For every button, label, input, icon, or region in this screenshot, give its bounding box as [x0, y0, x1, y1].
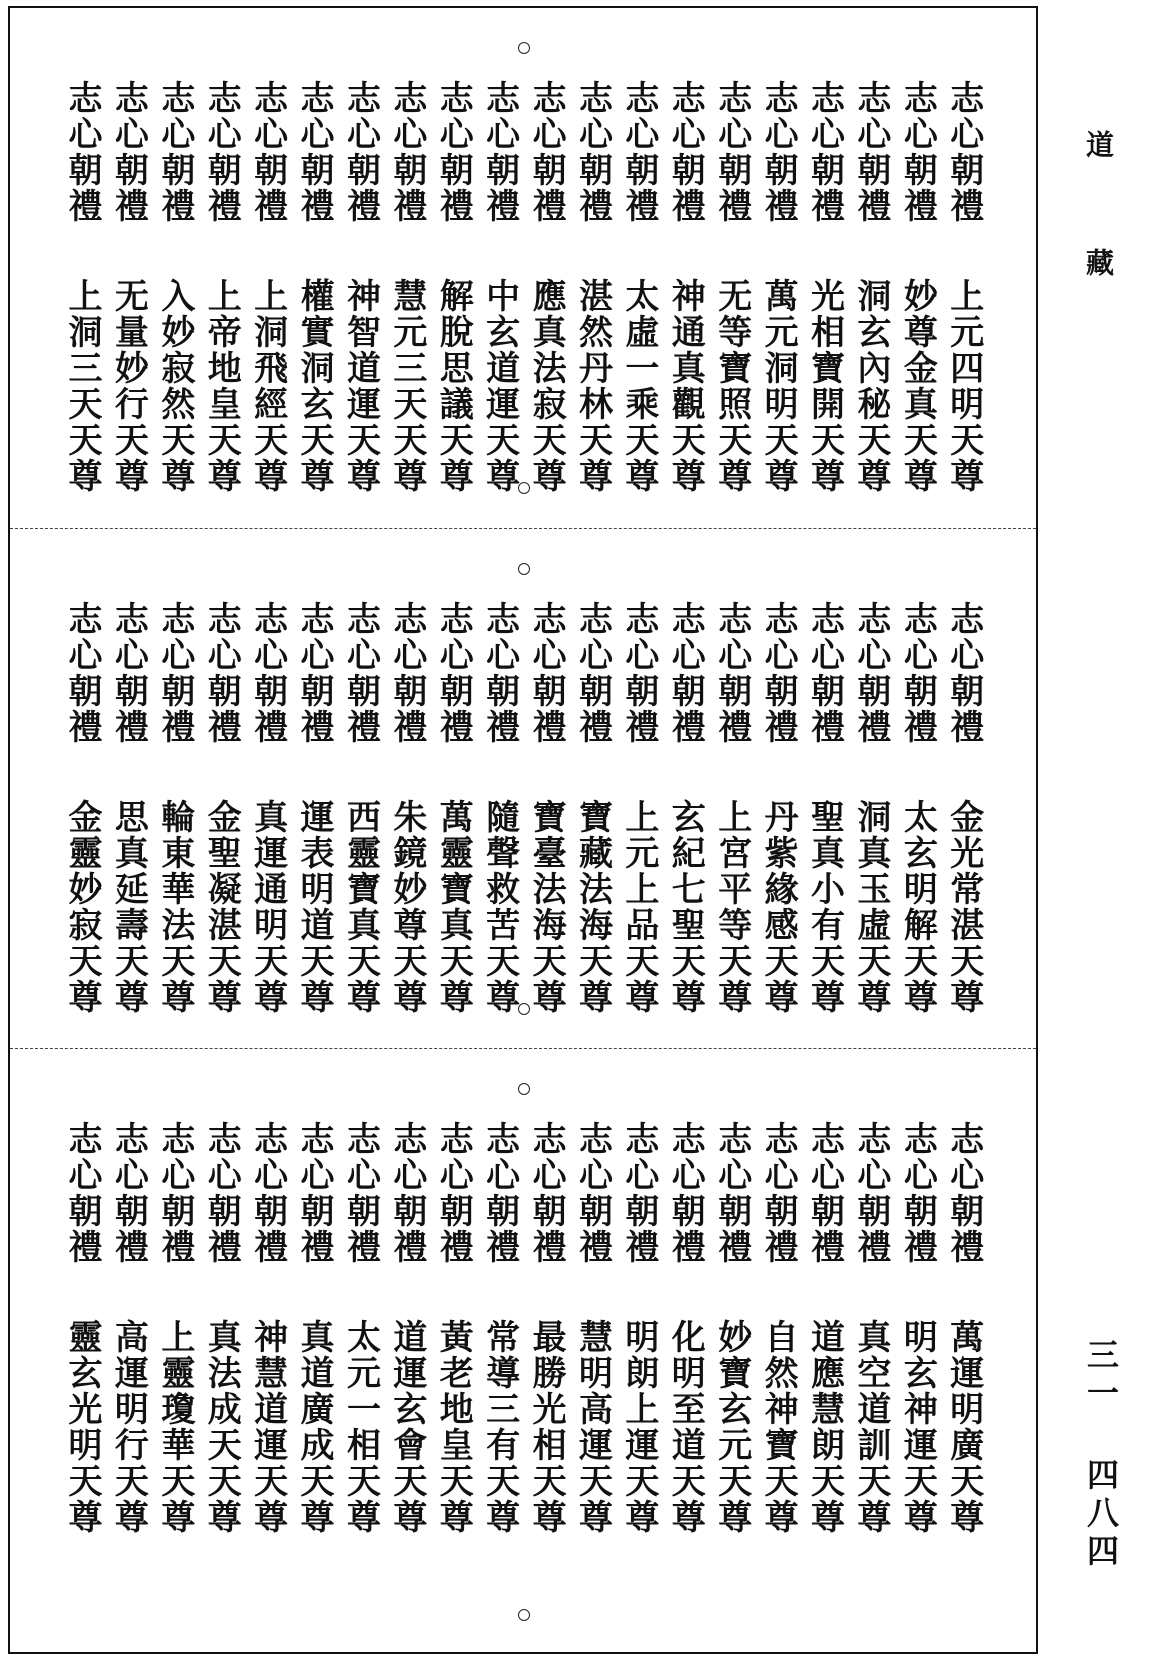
- invocation-text: 志心朝禮: [665, 1121, 706, 1265]
- deity-title: 慧元三天天尊: [386, 278, 427, 494]
- deity-title: 神慧道運天尊: [247, 1319, 288, 1535]
- invocation-text: 志心朝禮: [294, 80, 335, 224]
- invocation-text: 志心朝禮: [618, 1121, 659, 1265]
- text-column: [943, 1121, 984, 1633]
- text-column: [154, 80, 195, 506]
- deity-title: 上宮平等天尊: [711, 799, 752, 1015]
- text-column: [154, 1121, 195, 1633]
- text-column: [526, 601, 567, 1027]
- deity-title: 神通真觀天尊: [665, 278, 706, 494]
- text-column: [665, 1121, 706, 1633]
- text-column: [433, 80, 474, 506]
- text-column: [711, 1121, 752, 1633]
- deity-title: 湛然丹林天尊: [572, 278, 613, 494]
- text-column: [108, 1121, 149, 1633]
- deity-title: 黃老地皇天尊: [433, 1319, 474, 1535]
- deity-title: 朱鏡妙尊天尊: [386, 799, 427, 1015]
- text-column: [850, 80, 891, 506]
- invocation-text: 志心朝禮: [850, 601, 891, 745]
- deity-title: 慧明高運天尊: [572, 1319, 613, 1535]
- deity-title: 運表明道天尊: [294, 799, 335, 1015]
- invocation-text: 志心朝禮: [247, 80, 288, 224]
- text-column: [340, 80, 381, 506]
- deity-title: 光相寶開天尊: [804, 278, 845, 494]
- text-column: [479, 1121, 520, 1633]
- text-column: [665, 80, 706, 506]
- text-column: [108, 80, 149, 506]
- text-column: [201, 80, 242, 506]
- circle-mark-icon: [518, 42, 530, 54]
- text-column: [943, 601, 984, 1027]
- page-frame: [8, 6, 1038, 1654]
- deity-title: 聖真小有天尊: [804, 799, 845, 1015]
- text-columns: [62, 1121, 984, 1633]
- text-column: [804, 601, 845, 1027]
- text-column: [62, 601, 102, 1027]
- panel-top: [10, 8, 1036, 526]
- invocation-text: 志心朝禮: [572, 1121, 613, 1265]
- invocation-text: 志心朝禮: [386, 80, 427, 224]
- invocation-text: 志心朝禮: [433, 80, 474, 224]
- text-column: [572, 80, 613, 506]
- invocation-text: 志心朝禮: [804, 601, 845, 745]
- text-column: [572, 1121, 613, 1633]
- text-column: [294, 601, 335, 1027]
- invocation-text: 志心朝禮: [572, 80, 613, 224]
- text-column: [711, 80, 752, 506]
- deity-title: 隨聲救苦天尊: [479, 799, 520, 1015]
- text-column: [386, 1121, 427, 1633]
- deity-title: 中玄道運天尊: [479, 278, 520, 494]
- invocation-text: 志心朝禮: [433, 601, 474, 745]
- invocation-text: 志心朝禮: [711, 1121, 752, 1265]
- margin-char-zang: 藏: [1082, 248, 1115, 276]
- deity-title: 明玄神運天尊: [897, 1319, 938, 1535]
- text-column: [247, 80, 288, 506]
- text-column: [62, 80, 102, 506]
- text-column: [386, 80, 427, 506]
- text-column: [62, 1121, 102, 1633]
- invocation-text: 志心朝禮: [711, 80, 752, 224]
- deity-title: 輪東華法天尊: [154, 799, 195, 1015]
- deity-title: 洞真玉虛天尊: [850, 799, 891, 1015]
- deity-title: 洞玄內秘天尊: [850, 278, 891, 494]
- invocation-text: 志心朝禮: [758, 601, 799, 745]
- text-column: [108, 601, 149, 1027]
- deity-title: 太玄明解天尊: [897, 799, 938, 1015]
- text-column: [526, 80, 567, 506]
- deity-title: 上元四明天尊: [943, 278, 984, 494]
- invocation-text: 志心朝禮: [479, 1121, 520, 1265]
- invocation-text: 志心朝禮: [850, 1121, 891, 1265]
- text-column: [433, 1121, 474, 1633]
- text-column: [386, 601, 427, 1027]
- deity-title: 思真延壽天尊: [108, 799, 149, 1015]
- text-column: [943, 80, 984, 506]
- invocation-text: 志心朝禮: [758, 80, 799, 224]
- deity-title: 化明至道天尊: [665, 1319, 706, 1535]
- text-column: [247, 601, 288, 1027]
- deity-title: 自然神寶天尊: [758, 1319, 799, 1535]
- invocation-text: 志心朝禮: [386, 1121, 427, 1265]
- text-columns: [62, 80, 984, 506]
- deity-title: 无等寶照天尊: [711, 278, 752, 494]
- deity-title: 上靈瓊華天尊: [154, 1319, 195, 1535]
- invocation-text: 志心朝禮: [711, 601, 752, 745]
- invocation-text: 志心朝禮: [62, 80, 102, 224]
- text-column: [340, 1121, 381, 1633]
- deity-title: 太元一相天尊: [340, 1319, 381, 1535]
- deity-title: 上帝地皇天尊: [201, 278, 242, 494]
- invocation-text: 志心朝禮: [340, 80, 381, 224]
- deity-title: 解脫思議天尊: [433, 278, 474, 494]
- invocation-text: 志心朝禮: [572, 601, 613, 745]
- text-column: [154, 601, 195, 1027]
- text-column: [479, 80, 520, 506]
- invocation-text: 志心朝禮: [526, 80, 567, 224]
- deity-title: 无量妙行天尊: [108, 278, 149, 494]
- deity-title: 丹紫緣感天尊: [758, 799, 799, 1015]
- deity-title: 萬元洞明天尊: [758, 278, 799, 494]
- panel-bottom: [10, 1048, 1036, 1653]
- invocation-text: 志心朝禮: [479, 601, 520, 745]
- text-column: [618, 80, 659, 506]
- deity-title: 應真法寂天尊: [526, 278, 567, 494]
- text-column: [897, 601, 938, 1027]
- text-column: [340, 601, 381, 1027]
- invocation-text: 志心朝禮: [62, 1121, 102, 1265]
- deity-title: 金靈妙寂天尊: [62, 799, 102, 1015]
- invocation-text: 志心朝禮: [62, 601, 102, 745]
- deity-title: 妙尊金真天尊: [897, 278, 938, 494]
- circle-mark-icon: [518, 1003, 530, 1015]
- text-column: [201, 1121, 242, 1633]
- text-column: [758, 1121, 799, 1633]
- text-column: [897, 1121, 938, 1633]
- invocation-text: 志心朝禮: [897, 80, 938, 224]
- deity-title: 太虛一乘天尊: [618, 278, 659, 494]
- deity-title: 真運通明天尊: [247, 799, 288, 1015]
- deity-title: 上洞飛經天尊: [247, 278, 288, 494]
- margin-char-dao: 道: [1082, 130, 1115, 158]
- deity-title: 金聖凝湛天尊: [201, 799, 242, 1015]
- invocation-text: 志心朝禮: [804, 1121, 845, 1265]
- text-column: [479, 601, 520, 1027]
- invocation-text: 志心朝禮: [201, 80, 242, 224]
- deity-title: 靈玄光明天尊: [62, 1319, 102, 1535]
- text-column: [294, 80, 335, 506]
- deity-title: 萬靈寶真天尊: [433, 799, 474, 1015]
- invocation-text: 志心朝禮: [340, 601, 381, 745]
- deity-title: 道運玄會天尊: [386, 1319, 427, 1535]
- text-columns: [62, 601, 984, 1027]
- invocation-text: 志心朝禮: [897, 1121, 938, 1265]
- text-column: [526, 1121, 567, 1633]
- deity-title: 權實洞玄天尊: [294, 278, 335, 494]
- invocation-text: 志心朝禮: [758, 1121, 799, 1265]
- deity-title: 道應慧朗天尊: [804, 1319, 845, 1535]
- invocation-text: 志心朝禮: [526, 1121, 567, 1265]
- deity-title: 常導三有天尊: [479, 1319, 520, 1535]
- deity-title: 西靈寶真天尊: [340, 799, 381, 1015]
- deity-title: 萬運明廣天尊: [943, 1319, 984, 1535]
- text-column: [850, 601, 891, 1027]
- invocation-text: 志心朝禮: [943, 80, 984, 224]
- invocation-text: 志心朝禮: [943, 601, 984, 745]
- invocation-text: 志心朝禮: [665, 601, 706, 745]
- text-column: [433, 601, 474, 1027]
- deity-title: 入妙寂然天尊: [154, 278, 195, 494]
- deity-title: 高運明行天尊: [108, 1319, 149, 1535]
- invocation-text: 志心朝禮: [201, 1121, 242, 1265]
- text-column: [618, 601, 659, 1027]
- invocation-text: 志心朝禮: [665, 80, 706, 224]
- invocation-text: 志心朝禮: [340, 1121, 381, 1265]
- page-number: 三一 四八四: [1082, 1338, 1120, 1572]
- deity-title: 金光常湛天尊: [943, 799, 984, 1015]
- deity-title: 玄紀七聖天尊: [665, 799, 706, 1015]
- deity-title: 明朗上運天尊: [618, 1319, 659, 1535]
- invocation-text: 志心朝禮: [294, 601, 335, 745]
- deity-title: 寶藏法海天尊: [572, 799, 613, 1015]
- invocation-text: 志心朝禮: [294, 1121, 335, 1265]
- invocation-text: 志心朝禮: [850, 80, 891, 224]
- circle-mark-icon: [518, 482, 530, 494]
- deity-title: 妙寶玄元天尊: [711, 1319, 752, 1535]
- invocation-text: 志心朝禮: [897, 601, 938, 745]
- deity-title: 真空道訓天尊: [850, 1319, 891, 1535]
- text-column: [850, 1121, 891, 1633]
- text-column: [804, 1121, 845, 1633]
- invocation-text: 志心朝禮: [433, 1121, 474, 1265]
- circle-mark-icon: [518, 563, 530, 575]
- text-column: [618, 1121, 659, 1633]
- text-column: [758, 601, 799, 1027]
- text-column: [758, 80, 799, 506]
- invocation-text: 志心朝禮: [154, 601, 195, 745]
- deity-title: 真法成天天尊: [201, 1319, 242, 1535]
- text-column: [572, 601, 613, 1027]
- invocation-text: 志心朝禮: [618, 601, 659, 745]
- invocation-text: 志心朝禮: [154, 1121, 195, 1265]
- text-column: [897, 80, 938, 506]
- invocation-text: 志心朝禮: [386, 601, 427, 745]
- deity-title: 神智道運天尊: [340, 278, 381, 494]
- invocation-text: 志心朝禮: [804, 80, 845, 224]
- invocation-text: 志心朝禮: [479, 80, 520, 224]
- invocation-text: 志心朝禮: [154, 80, 195, 224]
- text-column: [201, 601, 242, 1027]
- deity-title: 上洞三天天尊: [62, 278, 102, 494]
- text-column: [247, 1121, 288, 1633]
- invocation-text: 志心朝禮: [247, 1121, 288, 1265]
- deity-title: 上元上品天尊: [618, 799, 659, 1015]
- text-column: [294, 1121, 335, 1633]
- circle-mark-icon: [518, 1609, 530, 1621]
- invocation-text: 志心朝禮: [247, 601, 288, 745]
- text-column: [804, 80, 845, 506]
- deity-title: 真道廣成天尊: [294, 1319, 335, 1535]
- invocation-text: 志心朝禮: [201, 601, 242, 745]
- invocation-text: 志心朝禮: [108, 601, 149, 745]
- right-margin: [1048, 0, 1158, 1662]
- panel-middle: [10, 528, 1036, 1047]
- invocation-text: 志心朝禮: [943, 1121, 984, 1265]
- invocation-text: 志心朝禮: [526, 601, 567, 745]
- invocation-text: 志心朝禮: [618, 80, 659, 224]
- invocation-text: 志心朝禮: [108, 1121, 149, 1265]
- deity-title: 寶臺法海天尊: [526, 799, 567, 1015]
- deity-title: 最勝光相天尊: [526, 1319, 567, 1535]
- circle-mark-icon: [518, 1083, 530, 1095]
- text-column: [665, 601, 706, 1027]
- invocation-text: 志心朝禮: [108, 80, 149, 224]
- text-column: [711, 601, 752, 1027]
